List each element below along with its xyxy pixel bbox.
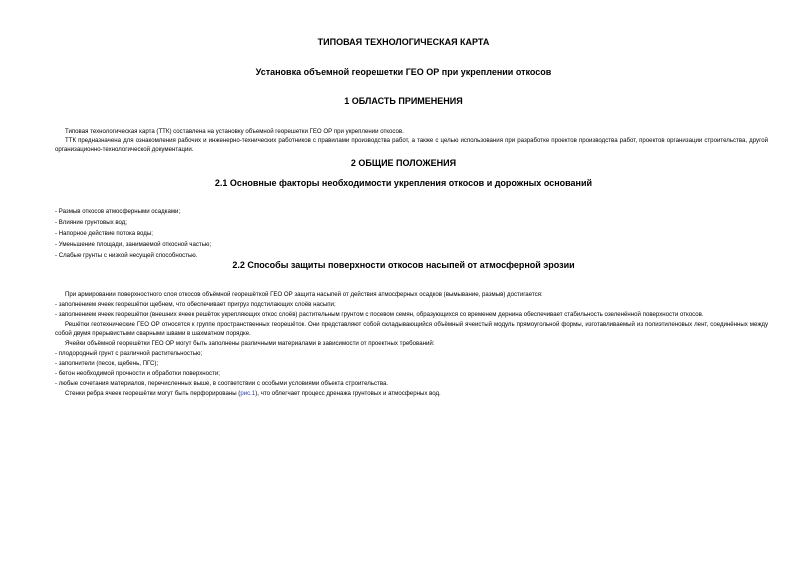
list-item: - любые сочетания материалов, перечисленных выше, в соответствии с особыми условиями объекта строительства. bbox=[55, 380, 389, 387]
paragraph: - заполнением ячеек георешётки (внешних ячеек решёток укрепляющих откос слоёв) растительным грунтом с посевом семян, образующихся со временем дернина обеспечивает стабильность озеленённой поверхности откосов. bbox=[55, 311, 704, 318]
paragraph: Ячейки объёмной георешётки ГЕО ОР могут быть заполнены различными материалами в зависимости от проектных требований: bbox=[65, 340, 435, 347]
section-heading-general: 2 ОБЩИЕ ПОЛОЖЕНИЯ bbox=[350, 158, 457, 168]
list-item: - Влияние грунтовых вод; bbox=[55, 219, 127, 226]
list-item: - Слабые грунты с низкой несущей способностью. bbox=[55, 252, 198, 259]
list-item: - заполнители (песок, щебень, ПГС); bbox=[55, 360, 159, 367]
list-item: - Уменьшение площади, занимаемой откосной частью; bbox=[55, 241, 212, 248]
subsection-heading-protection: 2.2 Способы защиты поверхности откосов насыпей от атмосферной эрозии bbox=[232, 260, 575, 270]
list-item: - плодородный грунт с различной растительностью; bbox=[55, 350, 203, 357]
list-item: - Напорное действие потока воды; bbox=[55, 230, 153, 237]
list-item: - Размыв откосов атмосферными осадками; bbox=[55, 208, 181, 215]
protection-methods-body bbox=[55, 290, 768, 398]
paragraph-text: ), что облегчает процесс дренажа грунтовых и атмосферных вод. bbox=[255, 390, 441, 397]
paragraph: При армировании поверхностного слоя откосов объёмной георешёткой ГЕО ОР защита насыпей от действия атмосферных осадков (вымывание, размыв) достигается: bbox=[65, 291, 543, 298]
paragraph: Типовая технологическая карта (ТТК) составлена на установку объемной георешетки ГЕО ОР при укреплении откосов. bbox=[65, 128, 404, 135]
factors-list bbox=[55, 207, 768, 260]
paragraph bbox=[55, 389, 768, 398]
paragraph-text: Стенки ребра ячеек георешётки могут быть перфорированы ( bbox=[65, 390, 241, 397]
subsection-heading-factors: 2.1 Основные факторы необходимости укрепления откосов и дорожных оснований bbox=[214, 178, 593, 188]
document-subtitle: Установка объемной георешетки ГЕО ОР при укреплении откосов bbox=[255, 67, 552, 77]
paragraph: - заполнением ячеек георешётки щебнем, что обеспечивает пригруз подстилающих слоёв насыпи; bbox=[55, 301, 336, 308]
document-title: ТИПОВАЯ ТЕХНОЛОГИЧЕСКАЯ КАРТА bbox=[317, 37, 490, 47]
section-heading-scope: 1 ОБЛАСТЬ ПРИМЕНЕНИЯ bbox=[344, 96, 463, 106]
paragraph: Решётки геотехнические ГЕО ОР относятся к группе пространственных георешёток. Они представляют собой складывающийся объёмный ячеистый модуль прямоугольной формы, изготавливаемый из полиэтиленовых лент, соединённых между собой двумя прерывистыми сварными швами в шахматном порядке. bbox=[55, 321, 768, 337]
paragraph: ТТК предназначена для ознакомления рабочих и инженерно-технических работников с правилами производства работ, а также с целью использования при разработке проектов производства работ, проектов организации строительства, другой организационно-технологической документации. bbox=[55, 137, 768, 153]
list-item: - бетон необходимой прочности и обработки поверхности; bbox=[55, 370, 220, 377]
section-scope-body bbox=[55, 127, 768, 154]
figure-link[interactable]: рис.1 bbox=[240, 390, 256, 397]
